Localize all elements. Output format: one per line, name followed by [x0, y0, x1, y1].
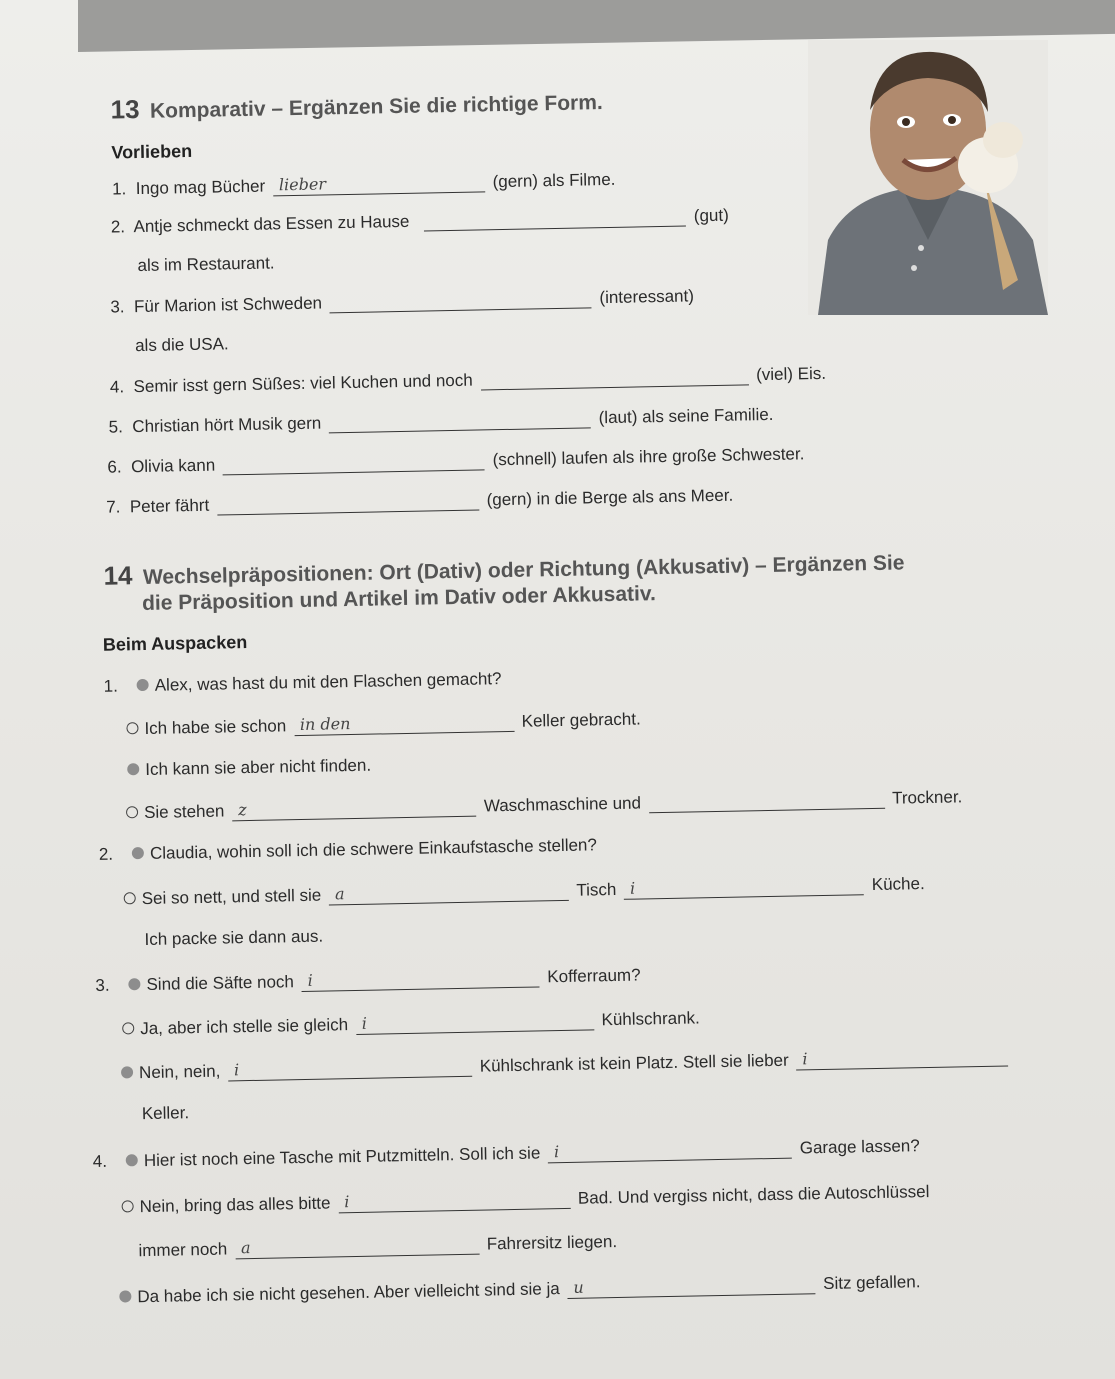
- speaker-a-marker: [137, 679, 149, 691]
- answer-field[interactable]: lieber: [273, 171, 485, 196]
- exercise-13-subtitle: Vorlieben: [111, 140, 193, 163]
- d1-answer: Ich habe sie schon in den Keller gebracht.: [126, 708, 641, 739]
- d4-reply: Da habe ich sie nicht gesehen. Aber vielleicht sind sie ja u Sitz gefallen.: [119, 1271, 920, 1307]
- ex13-item-3-cont: als die USA.: [134, 334, 229, 356]
- answer-field[interactable]: i: [624, 874, 864, 900]
- answer-field[interactable]: [480, 364, 748, 390]
- d1-question: 1. Alex, was hast du mit den Flaschen gemacht?: [103, 669, 502, 696]
- answer-field[interactable]: a: [329, 880, 569, 906]
- answer-field[interactable]: [217, 490, 479, 516]
- answer-field[interactable]: i: [301, 966, 539, 992]
- speaker-a-marker: [132, 847, 144, 859]
- answer-field[interactable]: i: [338, 1188, 570, 1213]
- answer-field[interactable]: [330, 287, 592, 313]
- d4-answer-cont: immer noch a Fahrersitz liegen.: [138, 1232, 618, 1261]
- exercise-13-title: Komparativ – Ergänzen Sie die richtige Form.: [149, 91, 603, 123]
- ex13-item-7: 7. Peter fährt (gern) in die Berge als ans Meer.: [106, 485, 734, 517]
- d1-question-2: Ich kann sie aber nicht finden.: [127, 756, 371, 781]
- answer-field[interactable]: u: [567, 1273, 815, 1299]
- d2-answer-cont: Ich packe sie dann aus.: [144, 926, 324, 950]
- exercise-14-number: 14: [103, 560, 133, 591]
- answer-field[interactable]: i: [228, 1056, 472, 1082]
- ex13-item-2: 2. Antje schmeckt das Essen zu Hause (gut): [110, 205, 729, 237]
- exercise-13-heading: [110, 85, 603, 125]
- ex13-item-6: 6. Olivia kann (schnell) laufen als ihre große Schwester.: [107, 444, 805, 477]
- speaker-b-marker: [126, 722, 138, 734]
- exercise-14-subtitle: Beim Auspacken: [102, 631, 248, 655]
- speaker-a-marker: [128, 978, 140, 990]
- exercise-14-title-line2: die Präposition und Artikel im Dativ oder Akkusativ.: [141, 582, 657, 616]
- d2-answer: Sei so nett, und stell sie a Tisch i Küche.: [124, 873, 925, 909]
- answer-field[interactable]: a: [235, 1234, 479, 1260]
- speaker-a-marker: [126, 1154, 138, 1166]
- answer-field[interactable]: [329, 407, 591, 433]
- d3-reply-cont: Keller.: [141, 1103, 190, 1124]
- speaker-a-marker: [119, 1290, 131, 1302]
- speaker-a-marker: [127, 763, 139, 775]
- ex13-item-4: 4. Semir isst gern Süßes: viel Kuchen und noch (viel) Eis.: [109, 363, 827, 397]
- d1-answer-2: Sie stehen z Waschmaschine und Trockner.: [126, 786, 963, 823]
- speaker-b-marker: [122, 1200, 134, 1212]
- d4-answer: Nein, bring das alles bitte i Bad. Und vergiss nicht, dass die Autoschlüssel: [121, 1181, 929, 1218]
- ex13-item-2-cont: als im Restaurant.: [137, 253, 275, 276]
- answer-field[interactable]: z: [232, 796, 476, 822]
- answer-field[interactable]: [424, 205, 686, 231]
- d2-question: 2. Claudia, wohin soll ich die schwere Einkaufstasche stellen?: [98, 835, 598, 864]
- answer-field[interactable]: i: [356, 1009, 594, 1035]
- answer-field[interactable]: i: [796, 1045, 1008, 1070]
- answer-field[interactable]: in den: [294, 711, 514, 736]
- exercise-13-number: 13: [110, 93, 140, 125]
- d3-reply: Nein, nein, i Kühlschrank ist kein Platz. Stell sie lieber i: [121, 1045, 1012, 1083]
- speaker-b-marker: [124, 892, 136, 904]
- answer-field[interactable]: [223, 449, 485, 475]
- d3-question: 3. Sind die Säfte noch i Kofferraum?: [95, 965, 641, 995]
- ex13-item-1: 1. Ingo mag Bücher lieber (gern) als Filme.: [111, 169, 616, 199]
- ex13-item-5: 5. Christian hört Musik gern (laut) als seine Familie.: [108, 404, 774, 437]
- speaker-b-marker: [122, 1022, 134, 1034]
- d3-answer: Ja, aber ich stelle sie gleich i Kühlschrank.: [122, 1007, 700, 1039]
- answer-field[interactable]: i: [548, 1138, 792, 1164]
- ex13-item-3: 3. Für Marion ist Schweden (interessant): [110, 286, 695, 317]
- d4-question: 4. Hier ist noch eine Tasche mit Putzmitteln. Soll ich sie i Garage lassen?: [92, 1136, 920, 1172]
- speaker-b-marker: [126, 806, 138, 818]
- exercise-14-title-line1: Wechselpräpositionen: Ort (Dativ) oder Richtung (Akkusativ) – Ergänzen Sie: [142, 551, 905, 589]
- answer-field[interactable]: [649, 788, 885, 814]
- speaker-a-marker: [121, 1066, 133, 1078]
